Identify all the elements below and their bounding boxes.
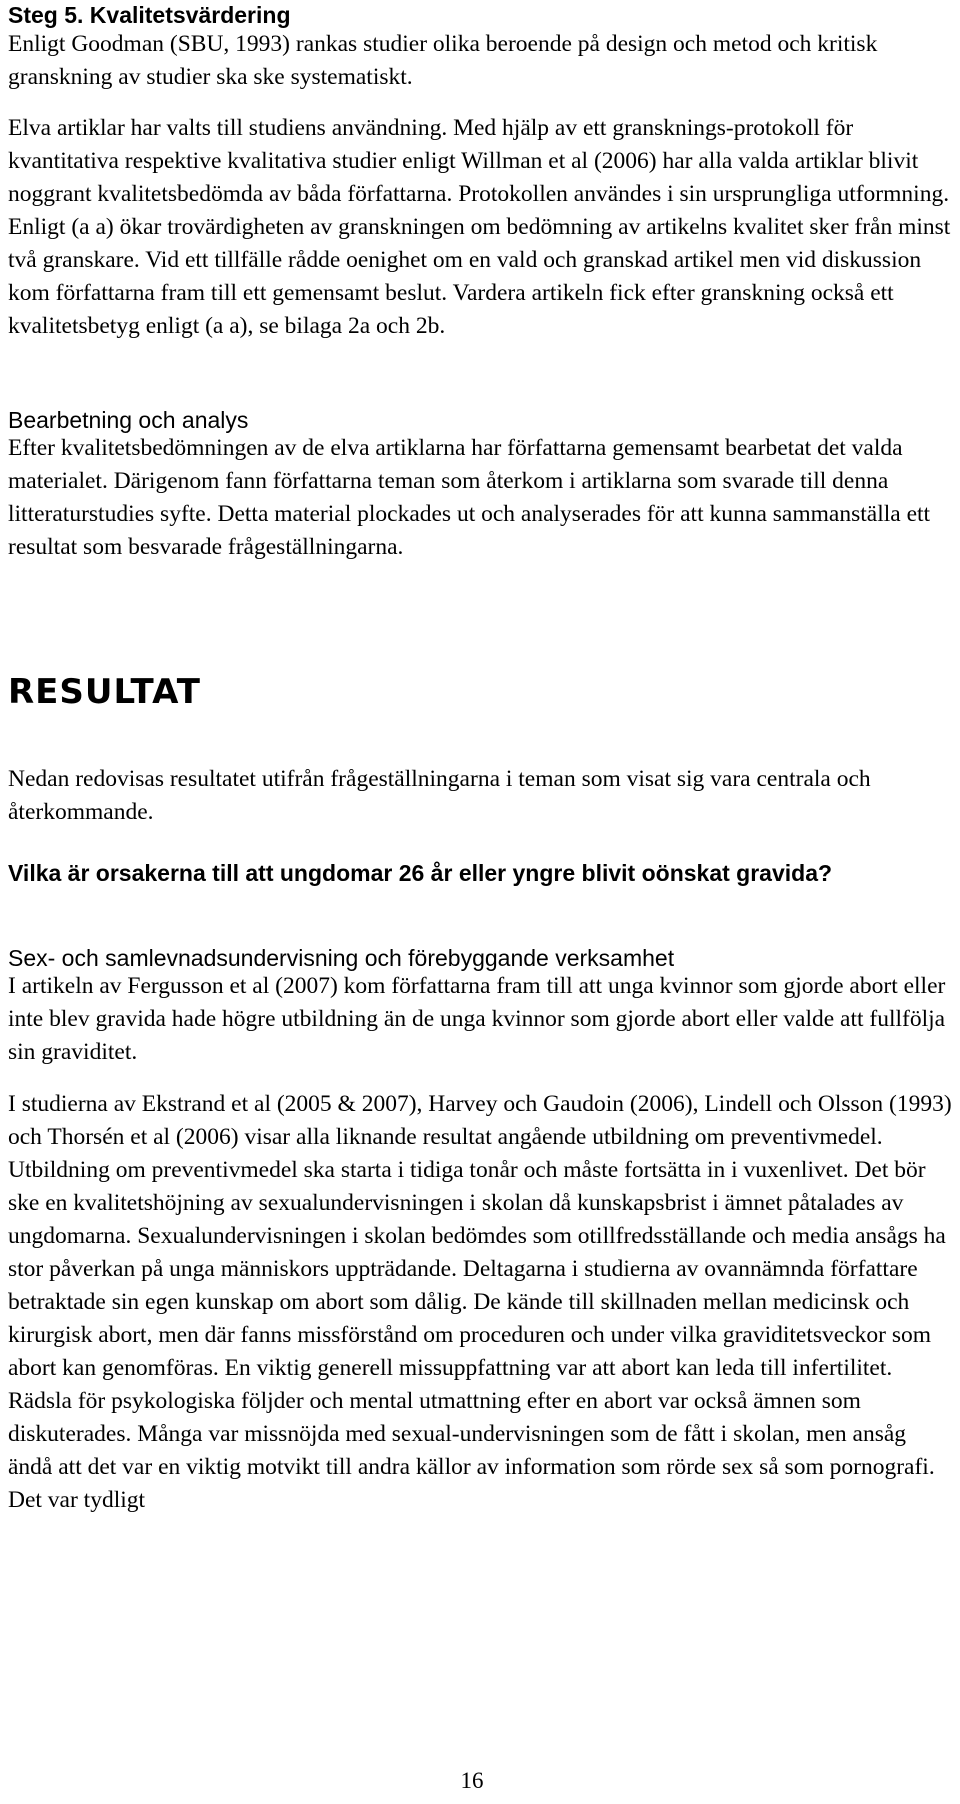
results-heading: RESULTAT: [8, 672, 201, 712]
research-question: Vilka är orsakerna till att ungdomar 26 år eller yngre blivit oönskat gravida?: [8, 860, 833, 886]
results-paragraph-2: I studierna av Ekstrand et al (2005 & 2007), Harvey och Gaudoin (2006), Lindell och Olsson (1993) och Thorsén et al (2006) visar alla liknande resultat angående utbildning om preventivmedel. Utbildning om preventivmedel ska starta i tidiga tonår och måste fortsätta in i vuxenlivet. Det bör ske en kvalitetshöjning av sexualundervisningen i skolan då kunskapsbrist i ämnet påtalades av ungdomarna. Sexualundervisningen i skolan bedömdes som otillfredsställande och media ansågs ha stor påverkan på unga människors uppträdande. Deltagarna i studierna av ovannämnda författare betraktade sin egen kunskap om abort som dålig. De kände till skillnaden mellan medicinsk och kirurgisk abort, men där fanns missförstånd om proceduren och under vilka graviditetsveckor som abort kan genomföras. En viktig generell missuppfattning var att abort kan leda till infertilitet. Rädsla för psykologiska följder och mental utmattning efter en abort var också ämnen som diskuterades. Många var missnöjda med sexual-undervisningen som de fått i skolan, men ansåg ändå att det var en viktig motvikt till andra källor av information som rörde sex så som pornografi. Det var tydligt: [8, 1091, 952, 1513]
theme-subheading: Sex- och samlevnadsundervisning och förebyggande verksamhet: [8, 945, 675, 971]
step5-paragraph-2: Elva artiklar har valts till studiens användning. Med hjälp av ett gransknings-protokoll för kvantitativa respektive kvalitativa studier enligt Willman et al (2006) har alla valda artiklar blivit noggrant kvalitetsbedömda av båda författarna. Protokollen användes i sin ursprungliga utformning. Enligt (a a) ökar trovärdigheten av granskningen om bedömning av artikelns kvalitet sker från minst två granskare. Vid ett tillfälle rådde oenighet om en vald och granskad artikel men vid diskussion kom författarna fram till ett gemensamt beslut. Vardera artikeln fick efter granskning också ett kvalitetsbetyg enligt (a a), se bilaga 2a och 2b.: [8, 115, 951, 339]
results-intro: Nedan redovisas resultatet utifrån frågeställningarna i teman som visat sig vara centrala och återkommande.: [8, 766, 871, 825]
step5-heading: Steg 5. Kvalitetsvärdering: [8, 2, 291, 28]
analysis-paragraph: Efter kvalitetsbedömningen av de elva artiklarna har författarna gemensamt bearbetat det valda materialet. Därigenom fann författarna teman som återkom i artiklarna som svarade till denna litteraturstudies syfte. Detta material plockades ut och analyserades för att kunna sammanställa ett resultat som besvarade frågeställningarna.: [8, 435, 931, 560]
analysis-heading: Bearbetning och analys: [8, 407, 249, 433]
results-paragraph-1: I artikeln av Fergusson et al (2007) kom författarna fram till att unga kvinnor som gjorde abort eller inte blev gravida hade högre utbildning än de unga kvinnor som gjorde abort eller valde att fullfölja sin graviditet.: [8, 973, 946, 1065]
step5-paragraph-1: Enligt Goodman (SBU, 1993) rankas studier olika beroende på design och metod och kritisk granskning av studier ska ske systematiskt.: [8, 31, 878, 90]
page-number: 16: [460, 1768, 484, 1793]
